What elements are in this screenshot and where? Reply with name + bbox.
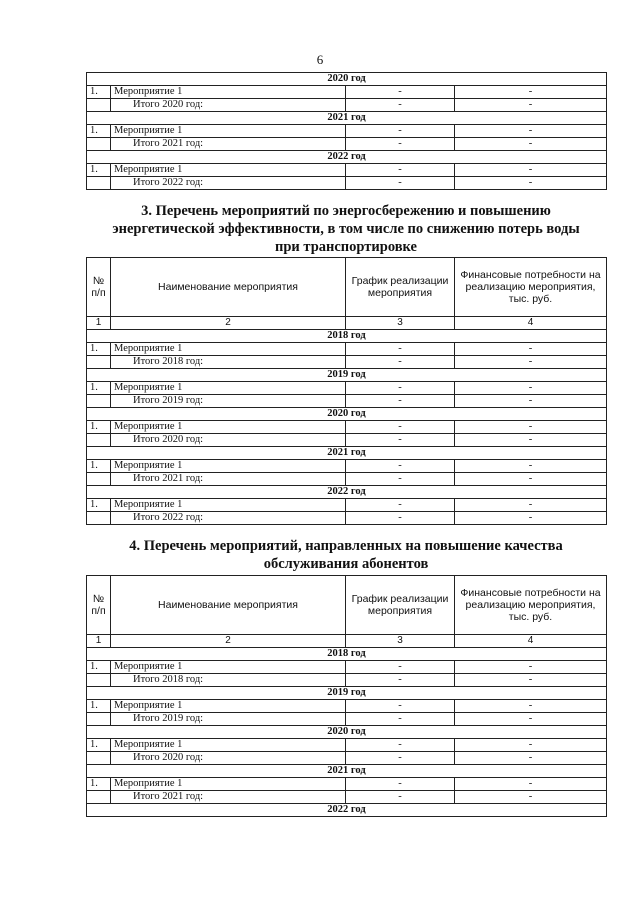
activity-name: Итого 2018 год: — [111, 674, 346, 687]
row-number: 1. — [87, 421, 111, 434]
schedule-value: - — [346, 700, 455, 713]
row-number — [87, 674, 111, 687]
schedule-value: - — [346, 395, 455, 408]
table-row — [87, 343, 607, 356]
finance-value: - — [455, 661, 607, 674]
activity-name: Мероприятие 1 — [111, 343, 346, 356]
finance-value: - — [455, 473, 607, 486]
schedule-value: - — [346, 739, 455, 752]
col-number: 4 — [455, 635, 607, 648]
total-row — [87, 99, 607, 112]
schedule-value: - — [346, 674, 455, 687]
year-label: 2021 год — [87, 765, 607, 778]
year-label: 2021 год — [87, 112, 607, 125]
activity-name: Мероприятие 1 — [111, 700, 346, 713]
finance-value: - — [455, 700, 607, 713]
activity-name: Мероприятие 1 — [111, 460, 346, 473]
finance-value: - — [455, 674, 607, 687]
row-number: 1. — [87, 382, 111, 395]
row-number: 1. — [87, 661, 111, 674]
row-number — [87, 177, 111, 190]
row-number — [87, 473, 111, 486]
row-number: 1. — [87, 499, 111, 512]
col-number: 4 — [455, 317, 607, 330]
activity-name: Мероприятие 1 — [111, 164, 346, 177]
activity-name: Мероприятие 1 — [111, 499, 346, 512]
row-number — [87, 395, 111, 408]
total-row — [87, 138, 607, 151]
year-row — [87, 330, 607, 343]
table-row — [87, 164, 607, 177]
finance-value: - — [455, 512, 607, 525]
title-line: энергетической эффективности, в том числе по снижению потерь воды — [112, 221, 580, 237]
finance-value: - — [455, 125, 607, 138]
total-row — [87, 791, 607, 804]
header-schedule: График реализации мероприятия — [346, 258, 455, 317]
table-row — [87, 125, 607, 138]
schedule-value: - — [346, 752, 455, 765]
activity-name: Итого 2020 год: — [111, 434, 346, 447]
schedule-value: - — [346, 125, 455, 138]
schedule-value: - — [346, 99, 455, 112]
col-number: 3 — [346, 635, 455, 648]
activity-name: Итого 2020 год: — [111, 752, 346, 765]
finance-value: - — [455, 382, 607, 395]
col-number: 3 — [346, 317, 455, 330]
table-row — [87, 700, 607, 713]
finance-value: - — [455, 434, 607, 447]
schedule-value: - — [346, 138, 455, 151]
finance-value: - — [455, 778, 607, 791]
total-row — [87, 356, 607, 369]
finance-value: - — [455, 713, 607, 726]
total-row — [87, 434, 607, 447]
year-row — [87, 486, 607, 499]
header-finance: Финансовые потребности на реализацию мероприятия, тыс. руб. — [455, 576, 607, 635]
finance-value: - — [455, 395, 607, 408]
col-number: 2 — [111, 317, 346, 330]
activity-name: Мероприятие 1 — [111, 778, 346, 791]
year-label: 2022 год — [87, 804, 607, 817]
table-row — [87, 460, 607, 473]
table-row — [87, 86, 607, 99]
header-name: Наименование мероприятия — [111, 258, 346, 317]
schedule-value: - — [346, 512, 455, 525]
schedule-value: - — [346, 86, 455, 99]
schedule-value: - — [346, 421, 455, 434]
header-finance: Финансовые потребности на реализацию мероприятия, тыс. руб. — [455, 258, 607, 317]
year-label: 2020 год — [87, 726, 607, 739]
activity-name: Мероприятие 1 — [111, 421, 346, 434]
section-3-title — [86, 202, 606, 256]
row-number — [87, 752, 111, 765]
row-number — [87, 791, 111, 804]
table-row — [87, 661, 607, 674]
schedule-value: - — [346, 343, 455, 356]
activity-name: Мероприятие 1 — [111, 661, 346, 674]
year-row — [87, 687, 607, 700]
col-number: 1 — [87, 317, 111, 330]
finance-value: - — [455, 99, 607, 112]
schedule-value: - — [346, 473, 455, 486]
activity-name: Мероприятие 1 — [111, 125, 346, 138]
year-row — [87, 369, 607, 382]
finance-value: - — [455, 164, 607, 177]
table-row — [87, 778, 607, 791]
total-row — [87, 674, 607, 687]
title-line: 3. Перечень мероприятий по энергосбережению и повышению — [141, 203, 551, 219]
row-number: 1. — [87, 125, 111, 138]
title-line: обслуживания абонентов — [263, 556, 429, 572]
year-label: 2019 год — [87, 369, 607, 382]
schedule-value: - — [346, 778, 455, 791]
schedule-value: - — [346, 499, 455, 512]
row-number — [87, 356, 111, 369]
total-row — [87, 713, 607, 726]
schedule-value: - — [346, 661, 455, 674]
row-number — [87, 138, 111, 151]
title-line: 4. Перечень мероприятий, направленных на повышение качества — [129, 538, 563, 554]
row-number — [87, 512, 111, 525]
schedule-value: - — [346, 164, 455, 177]
header-num: № п/п — [87, 258, 111, 317]
section-4-title — [86, 537, 606, 573]
page-number: 6 — [316, 52, 324, 67]
continuation-table — [86, 72, 607, 190]
schedule-value: - — [346, 713, 455, 726]
table-row — [87, 382, 607, 395]
finance-value: - — [455, 791, 607, 804]
year-row — [87, 648, 607, 661]
total-row — [87, 512, 607, 525]
activity-name: Итого 2022 год: — [111, 177, 346, 190]
row-number: 1. — [87, 343, 111, 356]
year-label: 2019 год — [87, 687, 607, 700]
finance-value: - — [455, 356, 607, 369]
finance-value: - — [455, 343, 607, 356]
total-row — [87, 752, 607, 765]
table-row — [87, 739, 607, 752]
activity-name: Итого 2022 год: — [111, 512, 346, 525]
row-number — [87, 713, 111, 726]
total-row — [87, 177, 607, 190]
activity-name: Итого 2021 год: — [111, 791, 346, 804]
activity-name: Мероприятие 1 — [111, 739, 346, 752]
header-schedule: График реализации мероприятия — [346, 576, 455, 635]
section-4-table — [86, 575, 607, 817]
activity-name: Итого 2021 год: — [111, 473, 346, 486]
row-number: 1. — [87, 700, 111, 713]
header-num: № п/п — [87, 576, 111, 635]
finance-value: - — [455, 138, 607, 151]
header-name: Наименование мероприятия — [111, 576, 346, 635]
activity-name: Мероприятие 1 — [111, 382, 346, 395]
year-row — [87, 804, 607, 817]
year-row — [87, 765, 607, 778]
finance-value: - — [455, 460, 607, 473]
col-number: 2 — [111, 635, 346, 648]
year-row — [87, 447, 607, 460]
year-label: 2021 год — [87, 447, 607, 460]
row-number: 1. — [87, 460, 111, 473]
finance-value: - — [455, 86, 607, 99]
col-number: 1 — [87, 635, 111, 648]
year-row — [87, 408, 607, 421]
row-number: 1. — [87, 86, 111, 99]
total-row — [87, 395, 607, 408]
activity-name: Итого 2020 год: — [111, 99, 346, 112]
finance-value: - — [455, 177, 607, 190]
title-line: при транспортировке — [275, 239, 417, 255]
activity-name: Итого 2019 год: — [111, 713, 346, 726]
activity-name: Мероприятие 1 — [111, 86, 346, 99]
year-label: 2020 год — [87, 73, 607, 86]
row-number: 1. — [87, 164, 111, 177]
finance-value: - — [455, 752, 607, 765]
activity-name: Итого 2018 год: — [111, 356, 346, 369]
finance-value: - — [455, 499, 607, 512]
year-row — [87, 112, 607, 125]
schedule-value: - — [346, 791, 455, 804]
year-label: 2020 год — [87, 408, 607, 421]
year-label: 2018 год — [87, 330, 607, 343]
section-3-table — [86, 257, 607, 525]
total-row — [87, 473, 607, 486]
column-number-row — [87, 317, 607, 330]
activity-name: Итого 2019 год: — [111, 395, 346, 408]
row-number: 1. — [87, 778, 111, 791]
table-row — [87, 499, 607, 512]
row-number: 1. — [87, 739, 111, 752]
year-row — [87, 151, 607, 164]
year-row — [87, 726, 607, 739]
schedule-value: - — [346, 356, 455, 369]
table-row — [87, 421, 607, 434]
column-number-row — [87, 635, 607, 648]
schedule-value: - — [346, 434, 455, 447]
row-number — [87, 434, 111, 447]
row-number — [87, 99, 111, 112]
finance-value: - — [455, 421, 607, 434]
finance-value: - — [455, 739, 607, 752]
year-label: 2018 год — [87, 648, 607, 661]
activity-name: Итого 2021 год: — [111, 138, 346, 151]
year-label: 2022 год — [87, 151, 607, 164]
schedule-value: - — [346, 177, 455, 190]
year-row — [87, 73, 607, 86]
schedule-value: - — [346, 382, 455, 395]
schedule-value: - — [346, 460, 455, 473]
year-label: 2022 год — [87, 486, 607, 499]
